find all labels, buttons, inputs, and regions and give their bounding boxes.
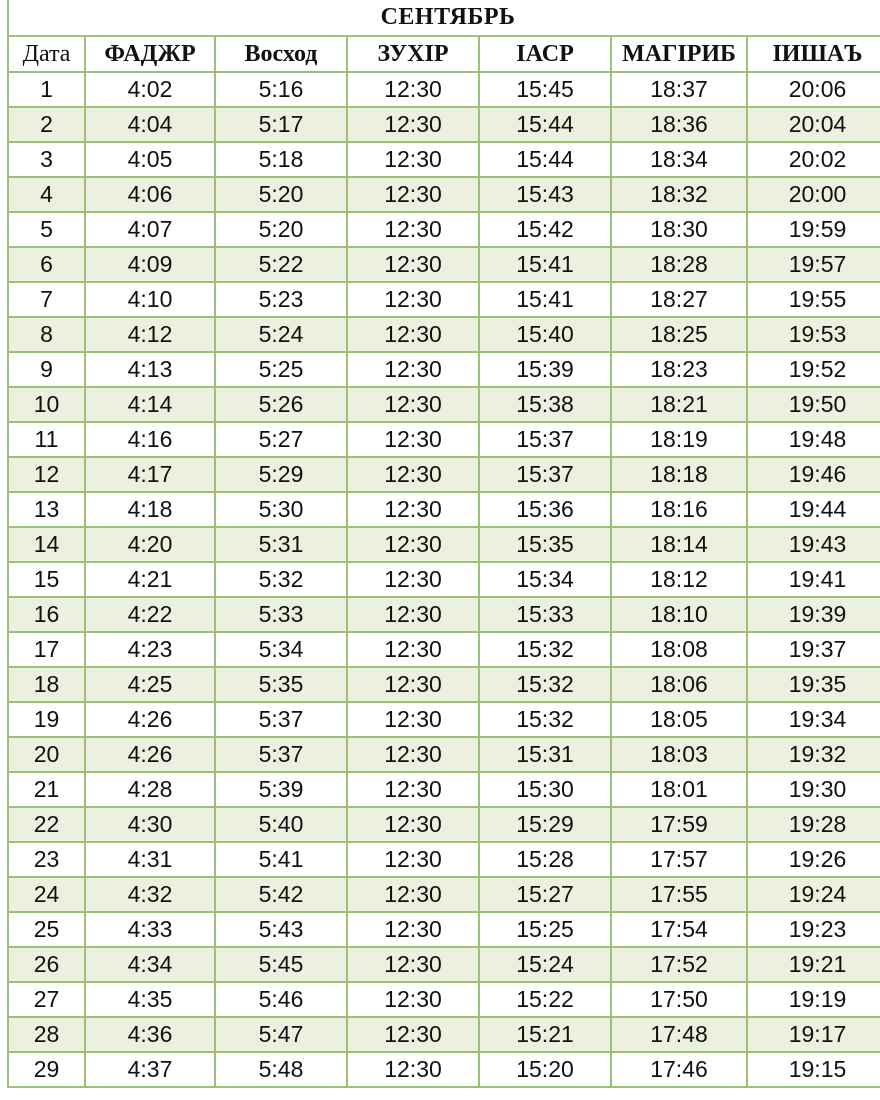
cell-asr: 15:24	[479, 947, 611, 982]
cell-isha: 19:30	[747, 772, 880, 807]
cell-dhuhr: 12:30	[347, 807, 479, 842]
cell-fajr: 4:14	[85, 387, 215, 422]
cell-isha: 19:17	[747, 1017, 880, 1052]
cell-sunrise: 5:37	[215, 737, 347, 772]
cell-isha: 19:21	[747, 947, 880, 982]
cell-isha: 20:06	[747, 72, 880, 107]
month-title-row	[8, 0, 880, 36]
cell-sunrise: 5:29	[215, 457, 347, 492]
cell-dhuhr: 12:30	[347, 527, 479, 562]
cell-isha: 19:55	[747, 282, 880, 317]
cell-fajr: 4:02	[85, 72, 215, 107]
cell-fajr: 4:20	[85, 527, 215, 562]
cell-dhuhr: 12:30	[347, 947, 479, 982]
cell-asr: 15:40	[479, 317, 611, 352]
cell-dhuhr: 12:30	[347, 492, 479, 527]
cell-isha: 19:52	[747, 352, 880, 387]
cell-asr: 15:27	[479, 877, 611, 912]
table-row	[8, 912, 880, 947]
cell-isha: 19:23	[747, 912, 880, 947]
table-row	[8, 702, 880, 737]
cell-maghrib: 18:37	[611, 72, 747, 107]
table-row	[8, 737, 880, 772]
cell-date: 3	[8, 142, 85, 177]
cell-maghrib: 18:36	[611, 107, 747, 142]
cell-asr: 15:32	[479, 632, 611, 667]
table-row	[8, 947, 880, 982]
cell-fajr: 4:34	[85, 947, 215, 982]
cell-maghrib: 17:50	[611, 982, 747, 1017]
cell-maghrib: 18:34	[611, 142, 747, 177]
cell-sunrise: 5:43	[215, 912, 347, 947]
cell-sunrise: 5:39	[215, 772, 347, 807]
cell-sunrise: 5:16	[215, 72, 347, 107]
header-sunrise: Восход	[215, 36, 347, 72]
table-row	[8, 317, 880, 352]
cell-dhuhr: 12:30	[347, 562, 479, 597]
cell-maghrib: 17:54	[611, 912, 747, 947]
cell-dhuhr: 12:30	[347, 667, 479, 702]
cell-fajr: 4:06	[85, 177, 215, 212]
cell-date: 16	[8, 597, 85, 632]
schedule-body	[8, 72, 880, 1087]
cell-fajr: 4:26	[85, 737, 215, 772]
cell-date: 4	[8, 177, 85, 212]
cell-sunrise: 5:24	[215, 317, 347, 352]
table-row	[8, 667, 880, 702]
cell-maghrib: 18:08	[611, 632, 747, 667]
cell-sunrise: 5:30	[215, 492, 347, 527]
cell-fajr: 4:30	[85, 807, 215, 842]
cell-sunrise: 5:47	[215, 1017, 347, 1052]
cell-isha: 19:41	[747, 562, 880, 597]
cell-isha: 20:04	[747, 107, 880, 142]
cell-maghrib: 18:10	[611, 597, 747, 632]
cell-isha: 19:53	[747, 317, 880, 352]
cell-isha: 19:15	[747, 1052, 880, 1087]
cell-asr: 15:32	[479, 667, 611, 702]
cell-maghrib: 17:59	[611, 807, 747, 842]
cell-fajr: 4:31	[85, 842, 215, 877]
table-row	[8, 422, 880, 457]
cell-maghrib: 17:52	[611, 947, 747, 982]
cell-isha: 19:32	[747, 737, 880, 772]
cell-maghrib: 18:16	[611, 492, 747, 527]
cell-dhuhr: 12:30	[347, 877, 479, 912]
table-row	[8, 807, 880, 842]
cell-fajr: 4:33	[85, 912, 215, 947]
cell-fajr: 4:10	[85, 282, 215, 317]
cell-isha: 19:35	[747, 667, 880, 702]
cell-dhuhr: 12:30	[347, 387, 479, 422]
cell-dhuhr: 12:30	[347, 842, 479, 877]
header-asr: IАСР	[479, 36, 611, 72]
table-row	[8, 247, 880, 282]
cell-fajr: 4:32	[85, 877, 215, 912]
cell-isha: 19:50	[747, 387, 880, 422]
cell-sunrise: 5:20	[215, 177, 347, 212]
cell-isha: 19:48	[747, 422, 880, 457]
cell-dhuhr: 12:30	[347, 317, 479, 352]
cell-sunrise: 5:40	[215, 807, 347, 842]
header-date: Дата	[8, 36, 85, 72]
cell-dhuhr: 12:30	[347, 212, 479, 247]
header-maghrib: МАГIРИБ	[611, 36, 747, 72]
cell-isha: 19:24	[747, 877, 880, 912]
cell-maghrib: 18:12	[611, 562, 747, 597]
cell-maghrib: 18:18	[611, 457, 747, 492]
cell-date: 23	[8, 842, 85, 877]
cell-asr: 15:37	[479, 422, 611, 457]
cell-isha: 19:59	[747, 212, 880, 247]
cell-asr: 15:21	[479, 1017, 611, 1052]
cell-dhuhr: 12:30	[347, 72, 479, 107]
cell-maghrib: 17:57	[611, 842, 747, 877]
cell-date: 7	[8, 282, 85, 317]
cell-maghrib: 18:28	[611, 247, 747, 282]
cell-sunrise: 5:27	[215, 422, 347, 457]
table-row	[8, 1052, 880, 1087]
prayer-times-table	[7, 0, 880, 1088]
table-row	[8, 1017, 880, 1052]
table-row	[8, 842, 880, 877]
cell-maghrib: 17:55	[611, 877, 747, 912]
cell-sunrise: 5:34	[215, 632, 347, 667]
cell-asr: 15:20	[479, 1052, 611, 1087]
cell-dhuhr: 12:30	[347, 1052, 479, 1087]
cell-dhuhr: 12:30	[347, 737, 479, 772]
cell-sunrise: 5:35	[215, 667, 347, 702]
cell-sunrise: 5:18	[215, 142, 347, 177]
cell-date: 24	[8, 877, 85, 912]
cell-dhuhr: 12:30	[347, 457, 479, 492]
cell-fajr: 4:12	[85, 317, 215, 352]
cell-isha: 19:34	[747, 702, 880, 737]
cell-fajr: 4:07	[85, 212, 215, 247]
cell-asr: 15:29	[479, 807, 611, 842]
cell-dhuhr: 12:30	[347, 982, 479, 1017]
cell-fajr: 4:22	[85, 597, 215, 632]
cell-dhuhr: 12:30	[347, 107, 479, 142]
header-dhuhr: ЗУХIР	[347, 36, 479, 72]
cell-sunrise: 5:33	[215, 597, 347, 632]
cell-sunrise: 5:23	[215, 282, 347, 317]
cell-asr: 15:39	[479, 352, 611, 387]
cell-maghrib: 18:05	[611, 702, 747, 737]
cell-isha: 19:57	[747, 247, 880, 282]
cell-date: 15	[8, 562, 85, 597]
table-row	[8, 282, 880, 317]
cell-fajr: 4:36	[85, 1017, 215, 1052]
table-row	[8, 72, 880, 107]
cell-fajr: 4:37	[85, 1052, 215, 1087]
cell-asr: 15:32	[479, 702, 611, 737]
table-row	[8, 527, 880, 562]
cell-dhuhr: 12:30	[347, 632, 479, 667]
cell-maghrib: 18:32	[611, 177, 747, 212]
cell-isha: 20:00	[747, 177, 880, 212]
cell-sunrise: 5:26	[215, 387, 347, 422]
cell-asr: 15:45	[479, 72, 611, 107]
cell-maghrib: 18:25	[611, 317, 747, 352]
cell-fajr: 4:18	[85, 492, 215, 527]
cell-asr: 15:35	[479, 527, 611, 562]
cell-maghrib: 18:21	[611, 387, 747, 422]
cell-maghrib: 18:14	[611, 527, 747, 562]
cell-isha: 19:43	[747, 527, 880, 562]
cell-isha: 19:28	[747, 807, 880, 842]
table-row	[8, 457, 880, 492]
cell-dhuhr: 12:30	[347, 247, 479, 282]
cell-sunrise: 5:41	[215, 842, 347, 877]
cell-fajr: 4:25	[85, 667, 215, 702]
cell-sunrise: 5:32	[215, 562, 347, 597]
table-row	[8, 387, 880, 422]
table-row	[8, 772, 880, 807]
cell-date: 2	[8, 107, 85, 142]
cell-maghrib: 18:06	[611, 667, 747, 702]
column-header-row	[8, 36, 880, 72]
cell-fajr: 4:35	[85, 982, 215, 1017]
cell-date: 28	[8, 1017, 85, 1052]
table-row	[8, 107, 880, 142]
cell-isha: 19:19	[747, 982, 880, 1017]
cell-sunrise: 5:22	[215, 247, 347, 282]
table-row	[8, 177, 880, 212]
cell-fajr: 4:16	[85, 422, 215, 457]
cell-fajr: 4:09	[85, 247, 215, 282]
cell-asr: 15:25	[479, 912, 611, 947]
cell-date: 21	[8, 772, 85, 807]
cell-isha: 19:39	[747, 597, 880, 632]
cell-date: 11	[8, 422, 85, 457]
cell-date: 19	[8, 702, 85, 737]
cell-sunrise: 5:46	[215, 982, 347, 1017]
cell-isha: 19:44	[747, 492, 880, 527]
cell-asr: 15:43	[479, 177, 611, 212]
cell-dhuhr: 12:30	[347, 912, 479, 947]
cell-maghrib: 18:19	[611, 422, 747, 457]
cell-sunrise: 5:31	[215, 527, 347, 562]
cell-fajr: 4:05	[85, 142, 215, 177]
cell-sunrise: 5:17	[215, 107, 347, 142]
cell-asr: 15:41	[479, 247, 611, 282]
cell-maghrib: 17:46	[611, 1052, 747, 1087]
cell-date: 17	[8, 632, 85, 667]
cell-fajr: 4:13	[85, 352, 215, 387]
cell-date: 14	[8, 527, 85, 562]
cell-dhuhr: 12:30	[347, 597, 479, 632]
table-row	[8, 352, 880, 387]
cell-date: 5	[8, 212, 85, 247]
month-title: СЕНТЯБРЬ	[8, 0, 880, 36]
cell-date: 8	[8, 317, 85, 352]
cell-asr: 15:37	[479, 457, 611, 492]
header-isha: IИШАЪ	[747, 36, 880, 72]
cell-isha: 19:26	[747, 842, 880, 877]
cell-date: 20	[8, 737, 85, 772]
cell-date: 18	[8, 667, 85, 702]
cell-sunrise: 5:45	[215, 947, 347, 982]
cell-fajr: 4:28	[85, 772, 215, 807]
cell-sunrise: 5:25	[215, 352, 347, 387]
cell-maghrib: 18:03	[611, 737, 747, 772]
table-row	[8, 562, 880, 597]
cell-asr: 15:44	[479, 142, 611, 177]
cell-fajr: 4:23	[85, 632, 215, 667]
cell-dhuhr: 12:30	[347, 142, 479, 177]
cell-sunrise: 5:20	[215, 212, 347, 247]
cell-dhuhr: 12:30	[347, 422, 479, 457]
cell-asr: 15:36	[479, 492, 611, 527]
cell-asr: 15:34	[479, 562, 611, 597]
cell-date: 9	[8, 352, 85, 387]
cell-dhuhr: 12:30	[347, 1017, 479, 1052]
cell-dhuhr: 12:30	[347, 177, 479, 212]
cell-fajr: 4:26	[85, 702, 215, 737]
cell-date: 27	[8, 982, 85, 1017]
cell-sunrise: 5:42	[215, 877, 347, 912]
header-fajr: ФАДЖР	[85, 36, 215, 72]
cell-maghrib: 18:27	[611, 282, 747, 317]
table-row	[8, 142, 880, 177]
cell-asr: 15:33	[479, 597, 611, 632]
cell-asr: 15:30	[479, 772, 611, 807]
cell-maghrib: 18:01	[611, 772, 747, 807]
cell-maghrib: 18:30	[611, 212, 747, 247]
cell-isha: 19:46	[747, 457, 880, 492]
cell-date: 29	[8, 1052, 85, 1087]
table-row	[8, 877, 880, 912]
cell-asr: 15:31	[479, 737, 611, 772]
cell-isha: 19:37	[747, 632, 880, 667]
cell-date: 10	[8, 387, 85, 422]
cell-date: 6	[8, 247, 85, 282]
cell-maghrib: 17:48	[611, 1017, 747, 1052]
cell-fajr: 4:21	[85, 562, 215, 597]
cell-date: 12	[8, 457, 85, 492]
cell-date: 25	[8, 912, 85, 947]
cell-dhuhr: 12:30	[347, 282, 479, 317]
cell-date: 1	[8, 72, 85, 107]
cell-date: 22	[8, 807, 85, 842]
cell-fajr: 4:04	[85, 107, 215, 142]
cell-date: 26	[8, 947, 85, 982]
cell-fajr: 4:17	[85, 457, 215, 492]
table-row	[8, 632, 880, 667]
cell-dhuhr: 12:30	[347, 772, 479, 807]
cell-asr: 15:28	[479, 842, 611, 877]
cell-sunrise: 5:37	[215, 702, 347, 737]
table-row	[8, 212, 880, 247]
cell-dhuhr: 12:30	[347, 702, 479, 737]
cell-maghrib: 18:23	[611, 352, 747, 387]
cell-asr: 15:42	[479, 212, 611, 247]
cell-date: 13	[8, 492, 85, 527]
cell-asr: 15:41	[479, 282, 611, 317]
table-row	[8, 597, 880, 632]
cell-asr: 15:38	[479, 387, 611, 422]
cell-asr: 15:22	[479, 982, 611, 1017]
cell-dhuhr: 12:30	[347, 352, 479, 387]
table-row	[8, 982, 880, 1017]
cell-sunrise: 5:48	[215, 1052, 347, 1087]
cell-asr: 15:44	[479, 107, 611, 142]
cell-isha: 20:02	[747, 142, 880, 177]
table-row	[8, 492, 880, 527]
